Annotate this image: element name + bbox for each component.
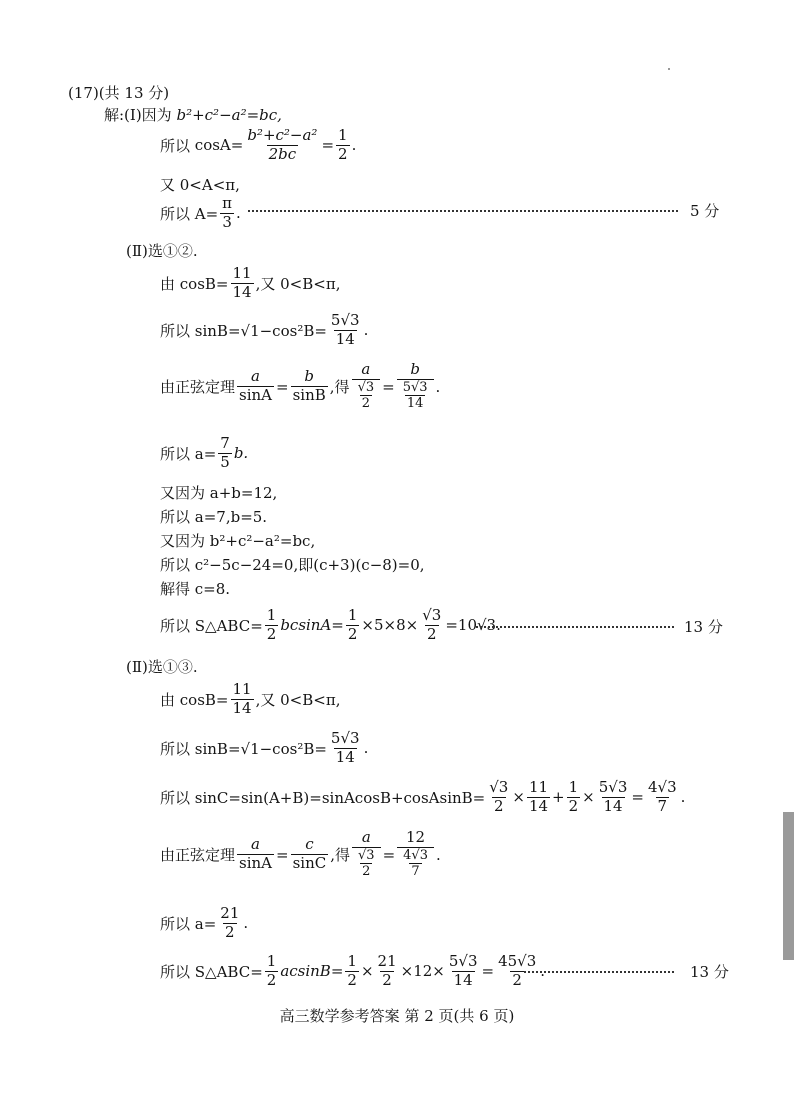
half-fraction (336, 128, 350, 163)
law-frac-3 (352, 830, 381, 879)
frac-num: 5√3 (448, 952, 478, 970)
frac-num: 4√3 (647, 778, 677, 796)
nested-frac (401, 849, 430, 879)
frac-den: 14 (528, 796, 549, 815)
frac-num: 11 (528, 778, 549, 796)
part2a-a-line (160, 436, 248, 471)
frac-den: 7 (657, 796, 668, 815)
frac-den: sinB (292, 386, 326, 405)
area-frac-3 (420, 608, 443, 643)
frac-num: a (251, 835, 260, 854)
part1-cond-line (104, 104, 282, 125)
frac-num: 11 (232, 264, 252, 282)
frac-num: b (410, 360, 420, 378)
score-leader-dots (476, 626, 674, 628)
law-frac-1 (237, 837, 274, 872)
frac-den (352, 847, 381, 879)
area-end: =10√3. (445, 616, 501, 635)
cosB-label: 由 cosB= (160, 274, 229, 293)
equals: = (481, 962, 495, 981)
score-13: 13 分 (684, 618, 723, 636)
cosA-fraction (245, 128, 319, 163)
period: . (540, 962, 546, 981)
text: 又因为 b²+c²−a²=bc, (160, 532, 316, 550)
a-fraction (218, 906, 241, 941)
scan-speck (668, 68, 670, 70)
section-title: (Ⅱ)选①③. (126, 658, 198, 676)
text: 所以 a=7,b=5. (160, 508, 268, 526)
part2a-line-5 (160, 578, 230, 599)
frac-num: 4√3 (403, 847, 428, 863)
scrollbar-thumb[interactable] (783, 812, 794, 960)
page-footer: 高三数学参考答案 第 2 页(共 6 页) (279, 1007, 515, 1025)
score-13: 13 分 (690, 963, 729, 981)
A-lhs: 所以 A= (160, 204, 219, 223)
times: × (512, 788, 525, 807)
sinB-label: 所以 sinB=√1−cos²B= (160, 321, 327, 340)
part2a-sinB-line: 所以 sinB=√1−cos²B= $\frac{5√3}{14}$ . (160, 311, 369, 348)
area-frac-2 (346, 608, 360, 643)
frac-num: 1 (338, 126, 348, 144)
area-label: 所以 S△ABC= (160, 962, 263, 981)
part2b-a-line (160, 906, 248, 941)
area-frac-1 (265, 608, 279, 643)
law-frac-4 (397, 830, 434, 879)
frac-den: sinA (239, 386, 273, 405)
frac-den: 2bc (268, 144, 297, 163)
frac-den: 14 (453, 970, 473, 989)
frac-den: 14 (603, 796, 623, 815)
sinC-frac-5 (646, 780, 679, 815)
frac-num: √3 (489, 778, 509, 796)
law-frac-2 (291, 837, 329, 872)
frac-num: 5√3 (402, 379, 428, 395)
part2a-line-1 (160, 482, 277, 503)
sinB-fraction (329, 313, 362, 348)
cosB-label: 由 cosB= (160, 690, 229, 709)
frac-den: 2 (266, 970, 277, 989)
text: 解得 c=8. (160, 580, 231, 598)
frac-den: 2 (266, 624, 277, 643)
frac-num: 45√3 (498, 952, 537, 970)
frac-den: 2 (347, 624, 358, 643)
frac-den: 2 (361, 396, 370, 412)
law-mid: ,得 (329, 378, 350, 397)
area-label: 所以 S△ABC= (160, 616, 263, 635)
area-frac-4 (447, 954, 480, 989)
equals: = (631, 788, 644, 807)
a-label: 所以 a= (160, 444, 217, 463)
cosB-tail: ,又 0<B<π, (255, 690, 341, 709)
times: × (360, 962, 374, 981)
frac-den: 7 (411, 864, 420, 880)
sinC-frac-3 (567, 780, 581, 815)
sinC-label: 所以 sinC=sin(A+B)=sinAcosB+cosAsinB= (160, 788, 486, 807)
area-frac-2 (345, 954, 359, 989)
frac-num: √3 (358, 847, 375, 863)
frac-num: 1 (266, 952, 277, 970)
law-frac-4 (397, 362, 434, 411)
part2a-title (126, 240, 198, 261)
text: 所以 c²−5c−24=0,即(c+3)(c−8)=0, (160, 556, 425, 574)
sinB-fraction (329, 731, 362, 766)
law-frac-3 (352, 362, 381, 411)
text: 又因为 a+b=12, (160, 484, 278, 502)
frac-num: a (361, 828, 371, 846)
law-frac-1 (237, 369, 274, 404)
frac-num: 5√3 (598, 778, 628, 796)
solve-label: 解:(Ⅰ)因为 (104, 106, 172, 124)
part2a-line-2 (160, 506, 267, 527)
frac-den: 2 (382, 970, 392, 989)
part2b-cosB-line (160, 682, 340, 717)
frac-den: 14 (232, 282, 252, 301)
frac-den: 2 (225, 922, 235, 941)
law-label: 由正弦定理 (160, 846, 236, 865)
part2a-area-line (160, 608, 501, 643)
part2b-sinC-line (160, 780, 685, 815)
a-tail: b. (233, 444, 249, 463)
sinC-frac-2 (527, 780, 550, 815)
frac-num: 21 (220, 904, 240, 922)
law-mid: ,得 (330, 846, 351, 865)
times: ×12× (400, 962, 445, 981)
cosB-tail: ,又 0<B<π, (255, 274, 341, 293)
part2b-area-line (160, 954, 545, 989)
frac-den: 14 (406, 396, 424, 412)
frac-den: 14 (335, 329, 355, 348)
section-title: (Ⅱ)选①②. (126, 242, 198, 260)
sinB-label: 所以 sinB=√1−cos²B= (160, 739, 327, 758)
part2a-line-4 (160, 554, 425, 575)
frac-den: 2 (568, 796, 579, 815)
sinC-frac-1 (487, 780, 510, 815)
frac-den: 2 (347, 970, 357, 989)
problem-header (68, 82, 169, 103)
frac-num: 5√3 (330, 729, 360, 747)
frac-den (352, 379, 381, 411)
frac-den: 2 (362, 864, 371, 880)
plus: + (552, 788, 565, 807)
A-result-line: 所以 A= $\frac{\pi}{3}$ . (160, 194, 241, 231)
frac-den: sinC (292, 854, 327, 873)
nested-frac (356, 381, 377, 411)
cosA-lhs: cosA= (194, 136, 244, 155)
so-label: 所以 (160, 136, 191, 155)
part2a-cosB-line (160, 266, 340, 301)
a-label: 所以 a= (160, 914, 217, 933)
frac-num: 12 (406, 828, 426, 846)
sinC-frac-4 (597, 780, 630, 815)
score-leader-dots (524, 971, 674, 973)
frac-den: 3 (222, 212, 232, 231)
frac-num: b (304, 367, 314, 386)
frac-num: 7 (220, 434, 230, 452)
part2a-law-line: 由正弦定理 $\frac{a}{\sin A}$ = $\frac{b}{\sin B}$ ,得 $\frac{a}{\frac{√3}{2}}$ = $\frac{b}{\frac{5√3}{14}}$ . (160, 360, 441, 412)
frac-den: 2 (494, 796, 504, 815)
frac-den (397, 847, 434, 879)
frac-den: sinA (239, 854, 273, 873)
frac-den: 5 (220, 452, 230, 471)
area-mid2: ×5×8× (361, 616, 419, 635)
frac-num: 5√3 (330, 311, 360, 329)
a-fraction (218, 436, 232, 471)
frac-den: 14 (232, 698, 252, 717)
frac-num: a (361, 360, 371, 378)
part2b-law-line: 由正弦定理 $\frac{a}{\sin A}$ = $\frac{c}{\sin C}$ ,得 $\frac{a}{\frac{√3}{2}}$ = $\frac{12}{\frac{4√3}{7}}$ . (160, 828, 441, 880)
condition-text: b²+c²−a²=bc, (176, 105, 282, 124)
A-fraction (220, 196, 234, 231)
frac-num: 1 (266, 606, 277, 624)
frac-num: √3 (422, 606, 442, 624)
part2a-line-3 (160, 530, 315, 551)
frac-den: 2 (512, 970, 522, 989)
a-tail: . (243, 914, 249, 933)
frac-num: 1 (568, 778, 579, 796)
score-5: 5 分 (690, 202, 720, 220)
frac-num: a (251, 367, 260, 386)
nested-frac (356, 849, 377, 879)
frac-den: 2 (338, 144, 348, 163)
law-frac-2 (291, 369, 328, 404)
frac-num: 11 (232, 680, 252, 698)
frac-den: 2 (427, 624, 437, 643)
frac-num: b²+c²−a² (247, 126, 318, 144)
area-frac-1 (265, 954, 279, 989)
range-A-line (160, 174, 240, 195)
times: × (582, 788, 595, 807)
frac-num: √3 (357, 379, 375, 395)
cosB-fraction (231, 266, 254, 301)
law-label: 由正弦定理 (160, 378, 236, 397)
frac-num: 21 (377, 952, 397, 970)
area-mid: bcsinA= (280, 616, 344, 635)
frac-num: c (305, 835, 314, 854)
area-mid: acsinB= (280, 962, 344, 981)
problem-number: (17)(共 13 分) (68, 84, 170, 102)
frac-num: 1 (347, 606, 358, 624)
frac-num: π (222, 194, 233, 212)
part2b-title (126, 656, 198, 677)
frac-num: 1 (347, 952, 357, 970)
nested-frac (401, 381, 430, 411)
frac-den: 14 (335, 747, 355, 766)
cosB-fraction (231, 682, 254, 717)
part2b-sinB-line: 所以 sinB=√1−cos²B= $\frac{5√3}{14}$ . (160, 729, 369, 766)
score-leader-dots (248, 210, 678, 212)
area-frac-3 (376, 954, 399, 989)
cosA-line: 所以 cosA= $\frac{\text{b²+c²−a²}}{2bc}$ = $\frac{1}{2}$ . (160, 126, 357, 163)
frac-den (397, 379, 434, 411)
period: . (680, 788, 686, 807)
range-text: 又 0<A<π, (160, 176, 240, 194)
